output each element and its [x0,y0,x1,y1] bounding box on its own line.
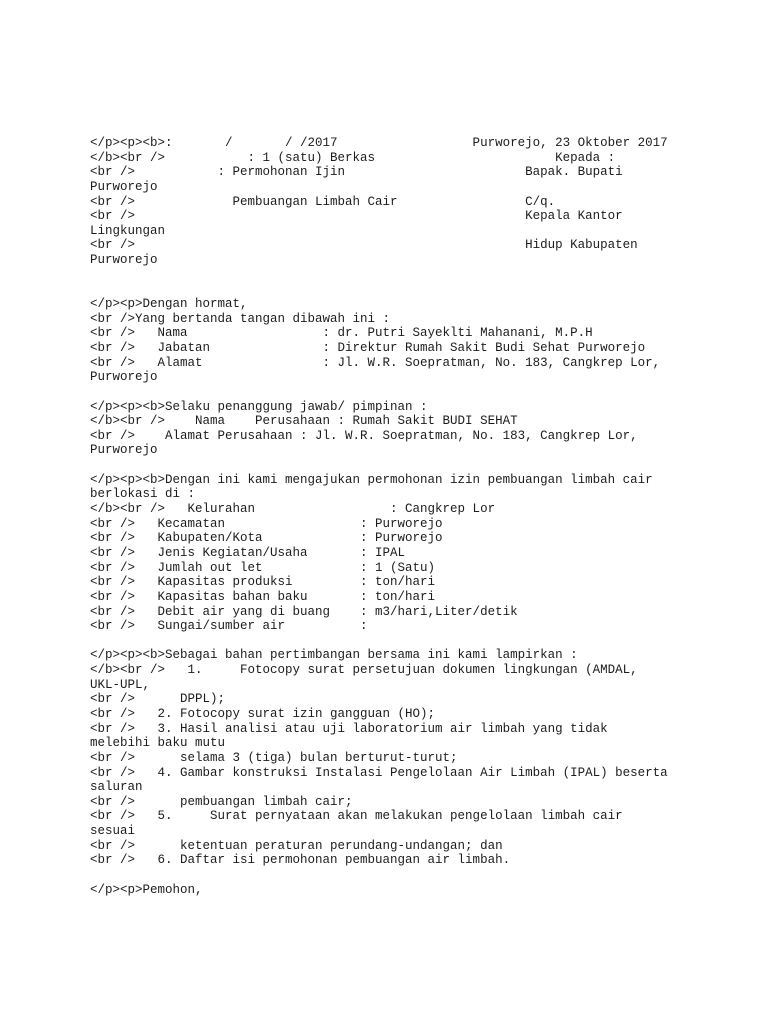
blank-line [90,385,730,400]
blank-line [90,282,730,297]
salutation-line: <br /> Jabatan : Direktur Rumah Sakit Budi Sehat Purworejo [90,340,646,355]
blank-line [90,634,730,649]
responsible-section [90,400,730,459]
attachment-line: UKL-UPL, [90,677,151,692]
responsible-line: <br /> Alamat Perusahaan : Jl. W.R. Soepratman, No. 183, Cangkrep Lor, [90,428,638,443]
attachment-line: sesuai [90,824,136,839]
request-line: <br /> Sungai/sumber air : [90,619,368,634]
salutation-line: Purworejo [90,370,158,385]
attachment-line: <br /> 3. Hasil analisi atau uji laboratorium air limbah yang tidak [90,721,608,736]
request-line: <br /> Jumlah out let : 1 (Satu) [90,560,436,575]
attachment-line: <br /> 2. Fotocopy surat izin gangguan (HO); [90,706,436,721]
blank-line [90,268,730,283]
responsible-line: </b><br /> Nama Perusahaan : Rumah Sakit BUDI SEHAT [90,414,518,429]
attachment-line: <br /> pembuangan limbah cair; [90,794,353,809]
header-line: <br /> : Permohonan Ijin Bapak. Bupati [90,165,623,180]
request-line: berlokasi di : [90,487,196,502]
request-line: </p><p><b>Dengan ini kami mengajukan permohonan izin pembuangan limbah cair [90,472,653,487]
request-line: <br /> Kapasitas bahan baku : ton/hari [90,589,436,604]
request-line: <br /> Kapasitas produksi : ton/hari [90,575,436,590]
header-line: </p><p><b>: / / /2017 Purworejo, 23 Oktober 2017 [90,136,668,150]
header-line: Lingkungan [90,223,166,238]
request-line: <br /> Kabupaten/Kota : Purworejo [90,531,443,546]
header-line: <br /> Hidup Kabupaten [90,238,638,253]
attachment-line: <br /> 6. Daftar isi permohonan pembuangan air limbah. [90,853,511,868]
attachment-line: <br /> selama 3 (tiga) bulan berturut-turut; [90,750,458,765]
blank-line [90,458,730,473]
attachment-line: <br /> 5. Surat pernyataan akan melakukan pengelolaan limbah cair [90,809,623,824]
attachment-line: melebihi baku mutu [90,736,226,751]
header-line: Purworejo [90,253,158,268]
request-line: </b><br /> Kelurahan : Cangkrep Lor [90,502,496,517]
closing-section [90,883,730,898]
letter-document [90,136,730,897]
attachment-line: </p><p><b>Sebagai bahan pertimbangan bersama ini kami lampirkan : [90,648,578,663]
attachment-line: saluran [90,780,143,795]
salutation-line: </p><p>Dengan hormat, [90,297,248,312]
responsible-line: </p><p><b>Selaku penanggung jawab/ pimpinan : [90,399,428,414]
salutation-line: <br /> Alamat : Jl. W.R. Soepratman, No. 183, Cangkrep Lor, [90,355,661,370]
header-line: <br /> Pembuangan Limbah Cair C/q. [90,194,556,209]
header-line: </b><br /> : 1 (satu) Berkas Kepada : [90,150,616,165]
header-line: <br /> Kepala Kantor [90,209,623,224]
salutation-line: <br />Yang bertanda tangan dibawah ini : [90,311,391,326]
attachment-line: <br /> 4. Gambar konstruksi Instalasi Pengelolaan Air Limbah (IPAL) beserta [90,765,668,780]
salutation-line: <br /> Nama : dr. Putri Sayeklti Mahanani, M.P.H [90,326,593,341]
letter-header [90,136,730,268]
salutation-section [90,297,730,385]
request-line: <br /> Debit air yang di buang : m3/hari,Liter/detik [90,604,518,619]
attachment-line: <br /> ketentuan peraturan perundang-undangan; dan [90,838,503,853]
responsible-line: Purworejo [90,443,158,458]
closing-line: </p><p>Pemohon, [90,882,203,897]
attachment-line: </b><br /> 1. Fotocopy surat persetujuan dokumen lingkungan (AMDAL, [90,663,638,678]
blank-line [90,868,730,883]
request-line: <br /> Jenis Kegiatan/Usaha : IPAL [90,545,406,560]
attachments-section [90,648,730,868]
request-section [90,473,730,634]
header-line: Purworejo [90,179,158,194]
attachment-line: <br /> DPPL); [90,692,226,707]
request-line: <br /> Kecamatan : Purworejo [90,516,443,531]
